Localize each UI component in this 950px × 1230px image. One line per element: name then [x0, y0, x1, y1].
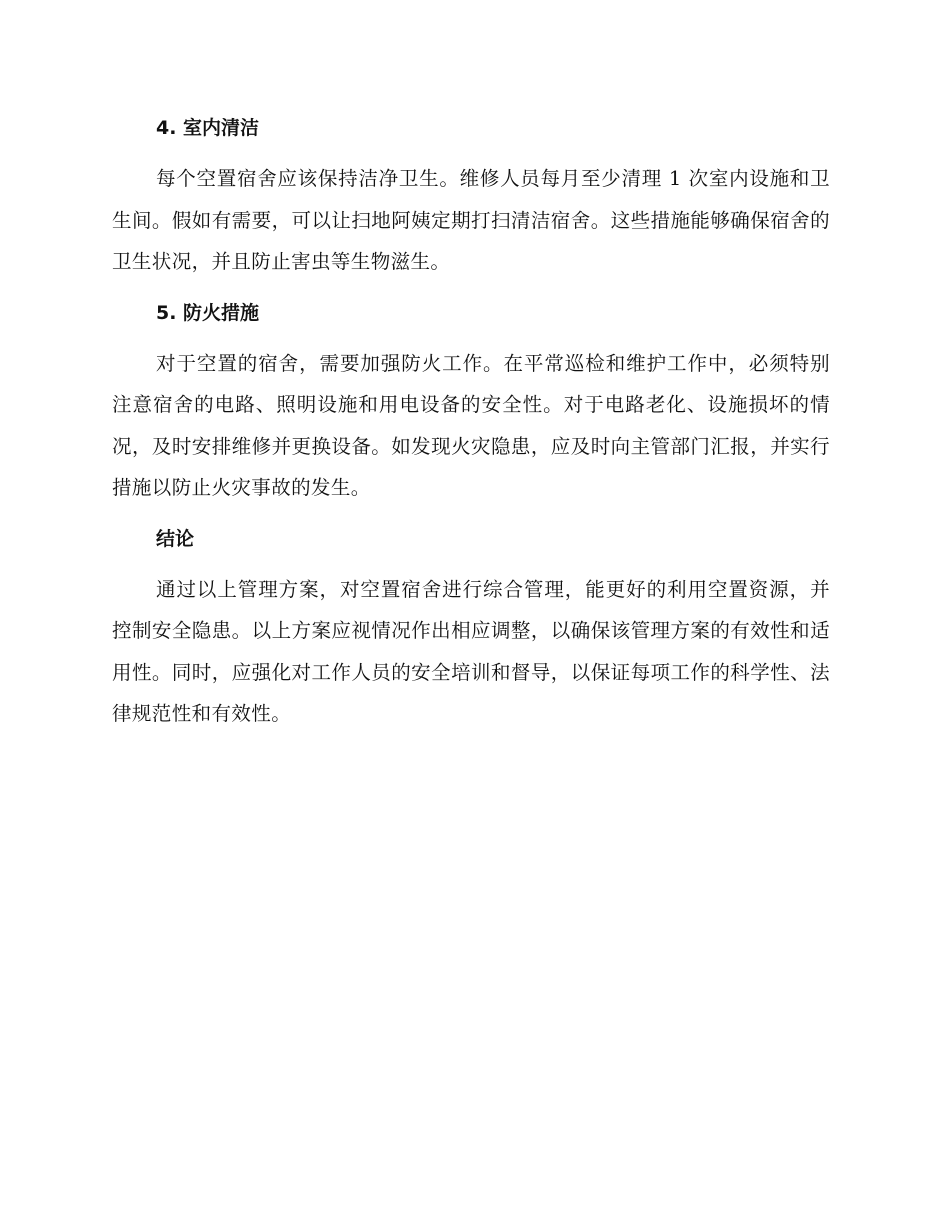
section-heading: 5. 防火措施: [156, 301, 260, 324]
section-heading: 4. 室内清洁: [156, 117, 260, 139]
section-conclusion: [112, 521, 830, 735]
section-paragraph: 通过以上管理方案，对空置宿舍进行综合管理，能更好的利用空置资源，并控制安全隐患。以上方案应视情况作出相应调整，以确保该管理方案的有效性和适用性。同时，应强化对工作人员的安全培训和督导，以保证每项工作的科学性、法律规范性和有效性。: [112, 577, 830, 725]
section-heading: 结论: [156, 527, 195, 550]
section-paragraph: 对于空置的宿舍，需要加强防火工作。在平常巡检和维护工作中，必须特别注意宿舍的电路、照明设施和用电设备的安全性。对于电路老化、设施损坏的情况，及时安排维修并更换设备。如发现火灾隐患，应及时向主管部门汇报，并实行措施以防止火灾事故的发生。: [112, 351, 830, 499]
section-paragraph: 每个空置宿舍应该保持洁净卫生。维修人员每月至少清理 1 次室内设施和卫生间。假如有需要，可以让扫地阿姨定期打扫清洁宿舍。这些措施能够确保宿舍的卫生状况，并且防止害虫等生物滋生。: [112, 167, 830, 273]
section-fire-prevention: [112, 295, 830, 509]
document-body: [112, 110, 830, 747]
section-indoor-cleaning: [112, 110, 830, 283]
